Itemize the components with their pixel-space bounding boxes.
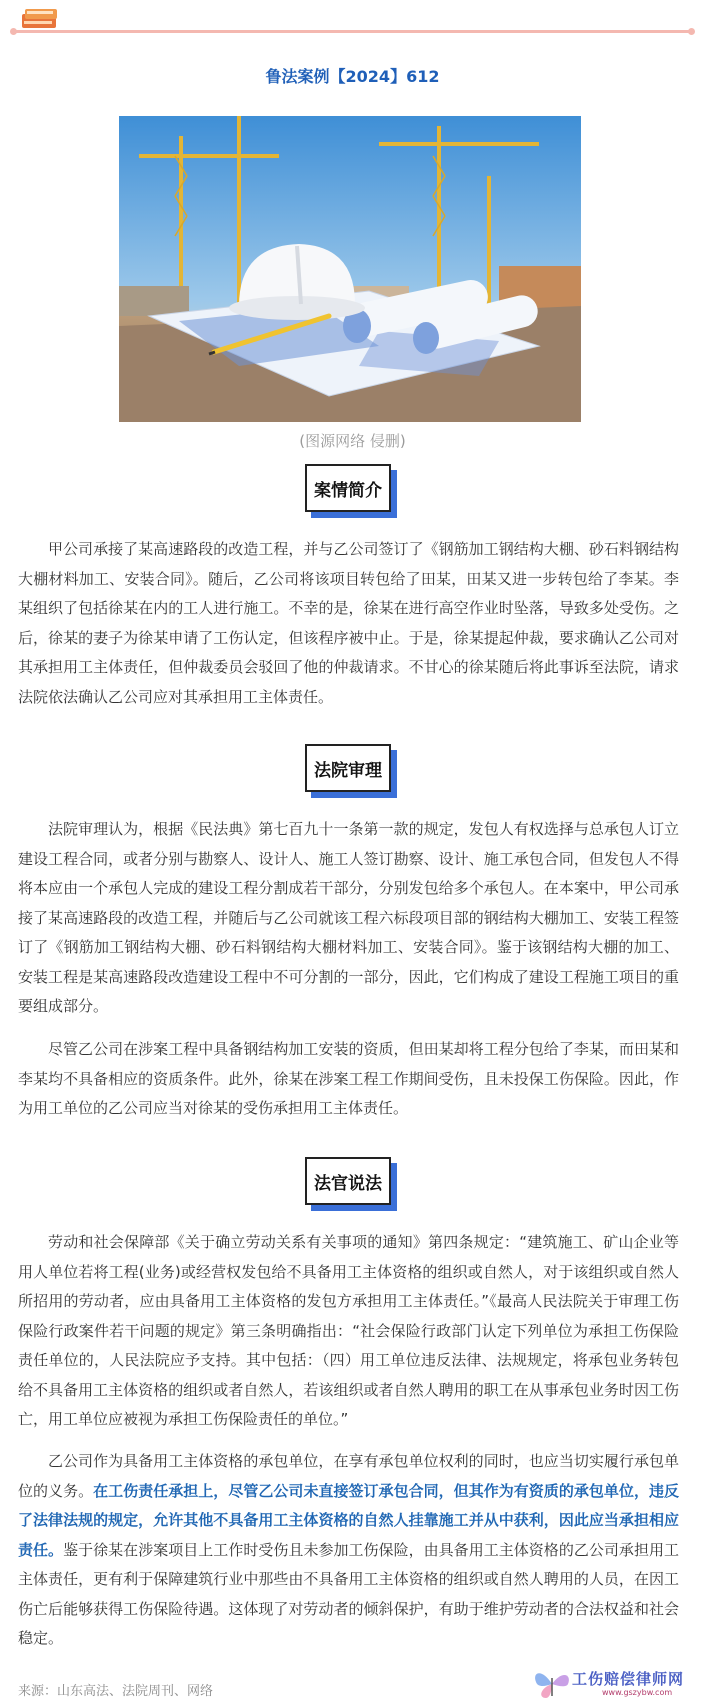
judge-says-paragraph-2 — [18, 1447, 679, 1654]
header-divider — [12, 30, 692, 33]
logo-text: 工伤赔偿律师网 — [572, 1670, 685, 1688]
photo-caption: (图源网络 侵删) — [299, 432, 406, 450]
site-logo[interactable] — [532, 1664, 702, 1704]
section-title: 案情简介 — [305, 464, 391, 512]
section-header-court-review — [305, 744, 391, 792]
section-title: 法院审理 — [305, 744, 391, 792]
court-review-paragraph-2: 尽管乙公司在涉案工程中具备钢结构加工安装的资质，但田某却将工程分包给了李某，而田某和李某均不具备相应的资质条件。此外，徐某在涉案工程工作期间受伤，且未投保工伤保险。因此，作为用工单位的乙公司应当对徐某的受伤承担用工主体责任。 — [18, 1040, 679, 1117]
case-number-wrap — [0, 64, 705, 87]
section-title: 法官说法 — [305, 1157, 391, 1205]
logo-url: www.gszybw.com — [602, 1688, 673, 1697]
section-header-case-summary — [305, 464, 391, 512]
judge-says-paragraph-1: 劳动和社会保障部《关于确立劳动关系有关事项的通知》第四条规定：“建筑施工、矿山企业等用人单位若将工程(业务)或经营权发包给不具备用工主体资格的组织或自然人，对于该组织或自然人所招用的劳动者，应由具备用工主体资格的发包方承担用工主体责任。”《最高人民法院关于审理工伤保险行政案件若干问题的规定》第三条明确指出：“社会保险行政部门认定下列单位为承担工伤保险责任单位的，人民法院应予支持。其中包括：（四）用工单位违反法律、法规规定，将承包业务转包给不具备用工主体资格的组织或者自然人，若该组织或者自然人聘用的职工在从事承包业务时因工伤亡，用工单位应被视为承担工伤保险责任的单位。” — [18, 1233, 679, 1428]
court-review-paragraph-1: 法院审理认为，根据《民法典》第七百九十一条第一款的规定，发包人有权选择与总承包人订立建设工程合同，或者分别与勘察人、设计人、施工人签订勘察、设计、施工承包合同，但发包人不得将本应由一个承包人完成的建设工程分割成若干部分，分别发包给多个承包人。在本案中，甲公司承接了某高速路段的改造工程，并随后与乙公司就该工程六标段项目部的钢结构大棚加工、安装工程签订了《钢筋加工钢结构大棚、砂石料钢结构大棚材料加工、安装合同》。鉴于该钢结构大棚的加工、安装工程是某高速路段改造建设工程中不可分割的一部分，因此，它们构成了建设工程施工项目的重要组成部分。 — [18, 820, 679, 1015]
source-note: 来源：山东高法、法院周刊、网络 — [18, 1684, 214, 1699]
header-dot-right — [688, 28, 695, 35]
judge-says-highlight: 在工伤责任承担上，尽管乙公司未直接签订承包合同，但其作为有资质的承包单位，违反了法律法规的规定，允许其他不具备用工主体资格的自然人挂靠施工并从中获利，因此应当承担相应责任。 — [18, 1481, 679, 1559]
judge-says-text-1: 乙公司作为具备用工主体资格的承包单位，在享有承包单位权利的同时，也应当切实履行承包单位的义务。 — [18, 1452, 679, 1500]
section-header-judge-says — [305, 1157, 391, 1205]
case-number: 鲁法案例【2024】612 — [252, 64, 454, 87]
construction-photo — [119, 116, 581, 422]
case-summary-paragraph: 甲公司承接了某高速路段的改造工程，并与乙公司签订了《钢筋加工钢结构大棚、砂石料钢结构大棚材料加工、安装合同》。随后，乙公司将该项目转包给了田某，田某又进一步转包给了李某。李某组织了包括徐某在内的工人进行施工。不幸的是，徐某在进行高空作业时坠落，导致多处受伤。之后，徐某的妻子为徐某申请了工伤认定，但该程序被中止。于是，徐某提起仲裁，要求确认乙公司对其承担用工主体责任，但仲裁委员会驳回了他的仲裁请求。不甘心的徐某随后将此事诉至法院，请求法院依法确认乙公司应对其承担用工主体责任。 — [18, 540, 679, 706]
butterfly-icon — [532, 1666, 572, 1702]
book-icon — [20, 6, 60, 32]
judge-says-text-2: 鉴于徐某在涉案项目上工作时受伤且未参加工伤保险，由具备用工主体资格的乙公司承担用工主体责任，更有利于保障建筑行业中那些由不具备用工主体资格的组织或自然人聘用的人员，在因工伤亡后能够获得工伤保险待遇。这体现了对劳动者的倾斜保护，有助于维护劳动者的合法权益和社会稳定。 — [18, 1540, 679, 1647]
top-header — [0, 0, 705, 40]
